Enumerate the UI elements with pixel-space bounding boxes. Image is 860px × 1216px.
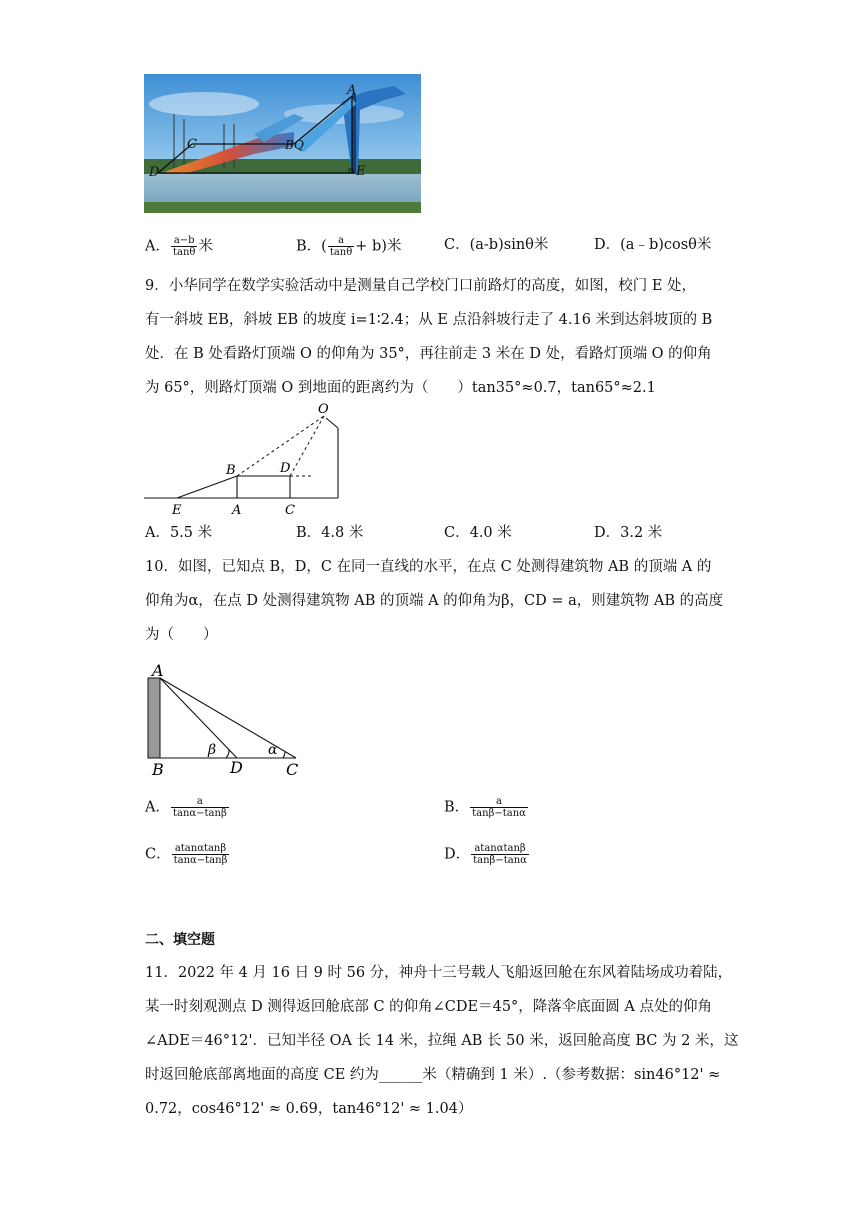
q10-figure: [140, 660, 310, 780]
q10-line-3: 为（ ）: [145, 627, 218, 643]
fraction-numerator: a: [171, 796, 229, 808]
option-prefix: D．: [444, 846, 471, 863]
photo-label-c: C: [187, 137, 197, 152]
fig9-label-o: O: [318, 402, 329, 417]
ski-jump-photo: [144, 74, 421, 213]
q10-line-2: 仰角为α，在点 D 处测得建筑物 AB 的顶端 A 的仰角为β，CD = a，则建筑物 AB 的高度: [145, 593, 724, 609]
fig10-label-b: B: [152, 760, 164, 779]
fraction: [470, 796, 528, 819]
photo-label-d: D: [149, 165, 160, 180]
q9-figure: [140, 398, 360, 518]
option-text: (a-b)sinθ米: [469, 237, 549, 253]
q11-line-2: 某一时刻观测点 D 测得返回舱底部 C 的仰角∠CDE＝45°，降落伞底面圆 A 点处的仰角: [145, 999, 712, 1015]
q9-line-3: 处．在 B 处看路灯顶端 O 的仰角为 35°，再往前走 3 米在 D 处，看路灯顶端 O 的仰角: [145, 346, 712, 362]
q9-line-2: 有一斜坡 EB，斜坡 EB 的坡度 i=1∶2.4；从 E 点沿斜坡行走了 4.16 米到达斜坡顶的 B: [145, 312, 713, 328]
fraction-denominator: tanθ: [329, 247, 353, 258]
q8-option-d: [594, 235, 711, 255]
fraction-denominator: tanα−tanβ: [173, 855, 228, 866]
option-prefix: C．: [444, 237, 470, 253]
fig9-label-a: A: [232, 503, 242, 518]
fraction: [328, 235, 354, 258]
option-prefix: C．: [145, 846, 171, 863]
photo-label-a: A: [347, 83, 357, 98]
option-prefix: D．: [594, 237, 621, 253]
fraction-denominator: tanβ−tanα: [473, 855, 527, 866]
q11-line-1: 11．2022 年 4 月 16 日 9 时 56 分，神舟十三号载人飞船返回舱在东风着陆场成功着陆，: [145, 965, 733, 981]
section-title: 二、填空题: [145, 932, 215, 948]
q10-line-1: 10．如图，已知点 B，D，C 在同一直线的水平，在点 C 处测得建筑物 AB 的顶端 A 的: [145, 559, 712, 575]
q9-line-1: 9．小华同学在数学实验活动中是测量自己学校门口前路灯的高度，如图，校门 E 处，: [145, 278, 697, 294]
fig10-label-beta: β: [208, 742, 217, 758]
ski-jump-illustration: [144, 74, 421, 213]
q8-option-b: [296, 235, 401, 258]
fig9-label-c: C: [285, 503, 295, 518]
q10-option-c: [145, 843, 230, 866]
fig10-label-d: D: [230, 758, 243, 777]
fraction-denominator: tanθ: [172, 247, 196, 258]
fraction-numerator: a: [470, 796, 528, 808]
option-prefix: A．: [145, 238, 170, 255]
fig9-label-e: E: [172, 503, 182, 518]
fraction-denominator: tanα−tanβ: [172, 808, 227, 819]
q9-option-c: C．4.0 米: [444, 525, 512, 541]
photo-label-q: Q: [294, 138, 304, 152]
q11-line-4: 时返回舱底部离地面的高度 CE 约为______米（精确到 1 米）.（参考数据：sin46°12' ≈: [145, 1067, 721, 1083]
q9-option-b: B．4.8 米: [296, 525, 364, 541]
option-suffix: 米: [198, 238, 213, 255]
photo-label-b: B: [285, 138, 294, 152]
q11-line-5: 0.72，cos46°12' ≈ 0.69，tan46°12' ≈ 1.04）: [145, 1101, 473, 1117]
photo-label-e: E: [356, 164, 366, 179]
q9-line-4: 为 65°，则路灯顶端 O 到地面的距离约为（ ）tan35°≈0.7，tan65°≈2.1: [145, 380, 656, 396]
option-suffix: + b)米: [355, 238, 402, 255]
q10-option-b: [444, 796, 529, 819]
q11-line-3: ∠ADE＝46°12'．已知半径 OA 长 14 米，拉绳 AB 长 50 米，返回舱高度 BC 为 2 米，这: [145, 1033, 739, 1049]
q10-option-d: [444, 843, 530, 866]
building-angle-diagram: [140, 660, 310, 780]
fig9-label-b: B: [226, 463, 236, 478]
fig10-label-a: A: [152, 661, 164, 680]
fraction-denominator: tanβ−tanα: [472, 808, 526, 819]
q10-option-a: [145, 796, 230, 819]
q9-option-d: D．3.2 米: [594, 525, 663, 541]
fraction-numerator: atanαtanβ: [172, 843, 230, 855]
fraction: [471, 843, 529, 866]
fraction-numerator: atanαtanβ: [471, 843, 529, 855]
option-prefix: B．: [444, 799, 470, 816]
option-prefix: A．: [145, 799, 170, 816]
fraction: [171, 235, 197, 258]
fraction-numerator: a: [328, 235, 354, 247]
slope-lamp-diagram: [140, 398, 360, 518]
fig10-label-c: C: [286, 760, 299, 779]
q8-option-c: [444, 235, 548, 255]
q8-option-a: [145, 235, 213, 258]
option-prefix: B．(: [296, 238, 327, 255]
q9-option-a: A．5.5 米: [145, 525, 213, 541]
fraction: [172, 843, 230, 866]
option-text: (a﹣b)cosθ米: [620, 237, 712, 253]
fig9-label-d: D: [280, 461, 291, 476]
fraction-numerator: a−b: [171, 235, 197, 247]
fig10-label-alpha: α: [268, 742, 278, 758]
fraction: [171, 796, 229, 819]
